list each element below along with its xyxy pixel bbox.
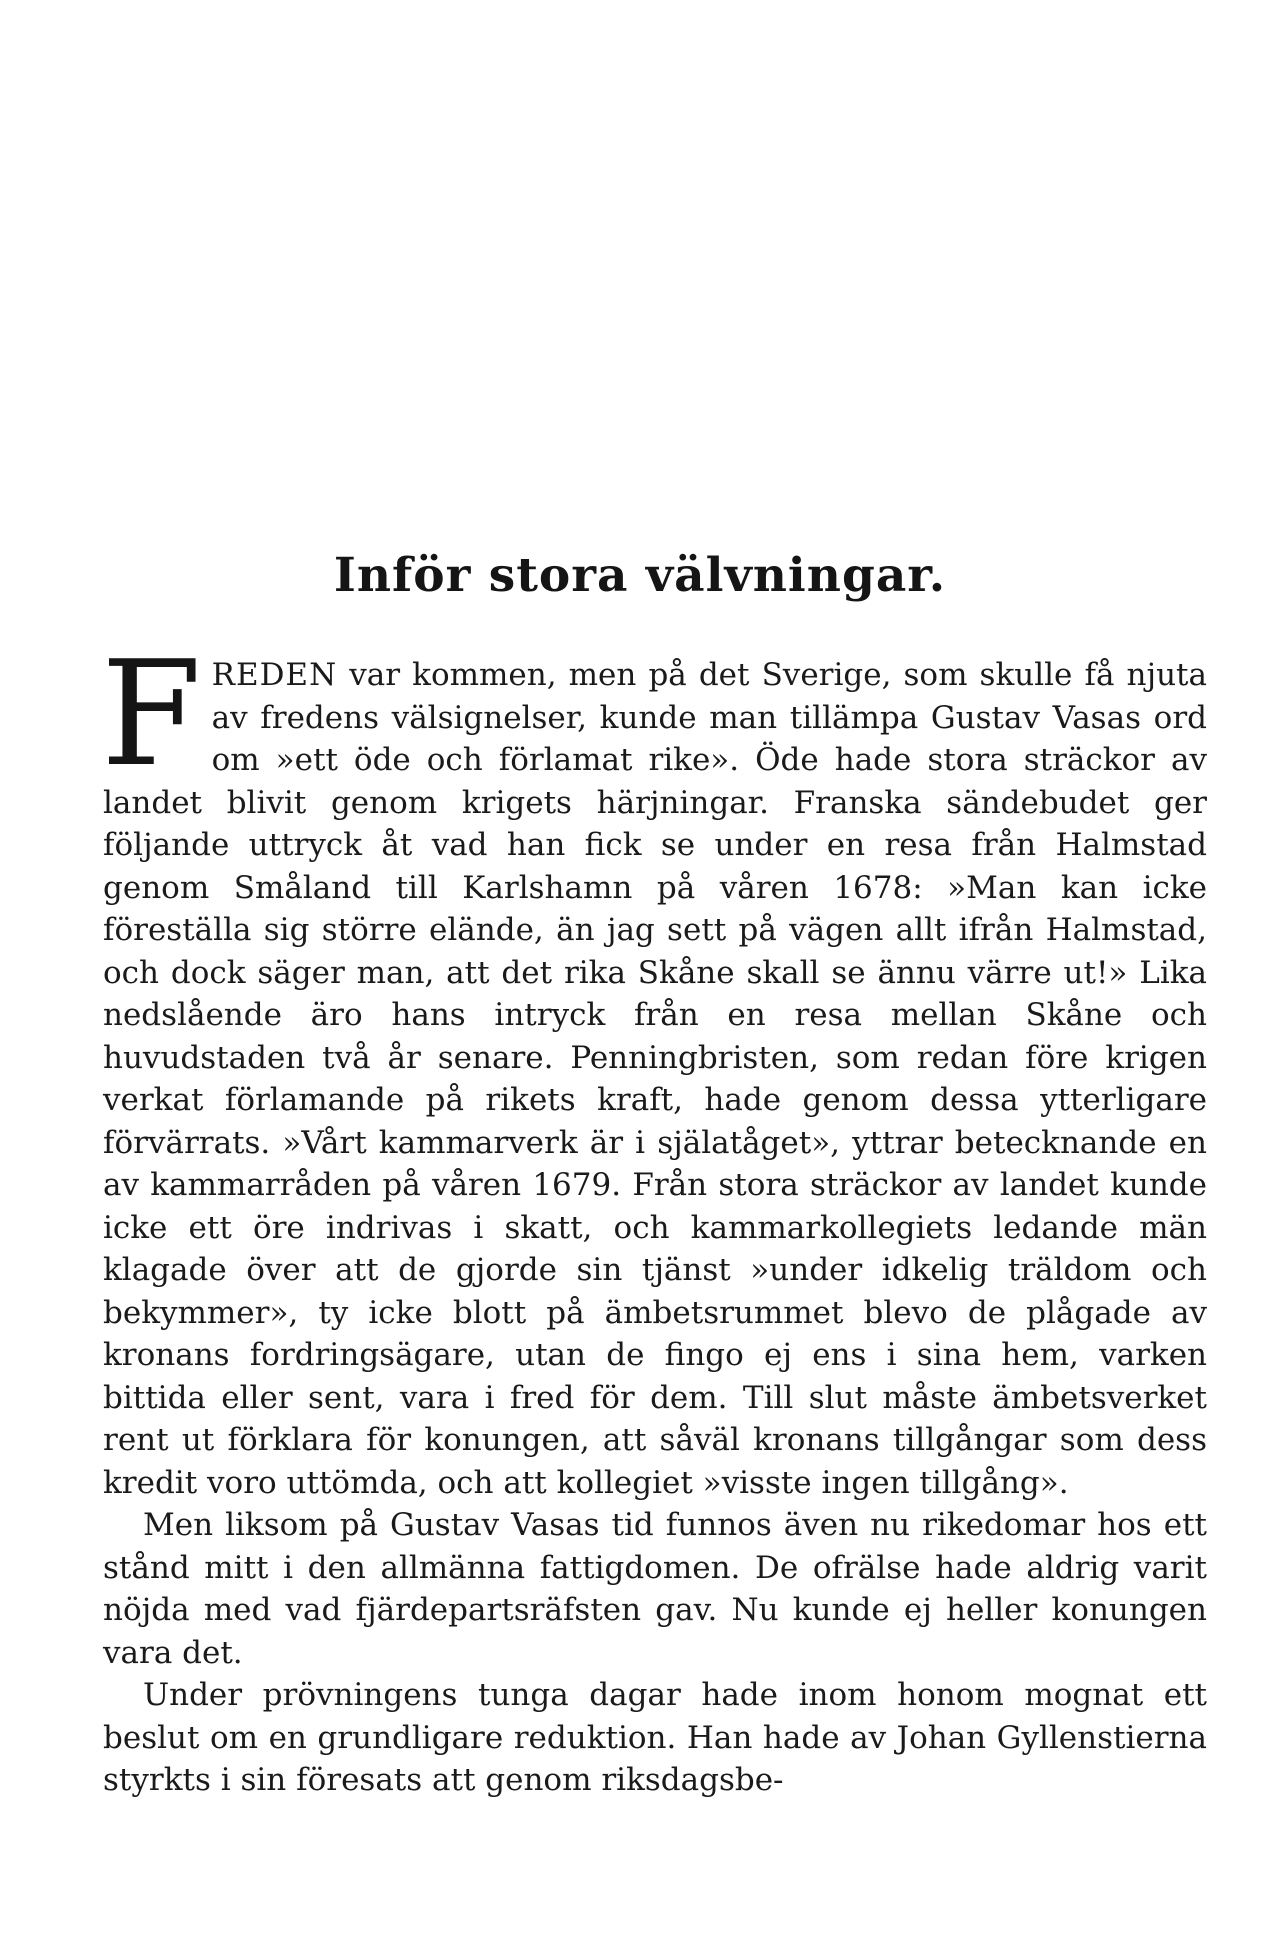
paragraph-1 [101, 630, 1207, 1504]
paragraph-1-text: var kommen, men på det Sverige, som skulle få njuta av fredens välsignelser, kunde man tillämpa Gustav Vasas ord om »ett öde och förlamat rike». Öde hade stora sträckor av landet blivit genom krigets härjningar. Franska sändebudet ger följande uttryck åt vad han fick se under en resa från Halmstad genom Småland till Karlshamn på våren 1678: »Man kan icke föreställa sig större elände, än jag sett på vägen allt ifrån Halmstad, och dock säger man, att det rika Skåne skall se ännu värre ut!» Lika nedslående äro hans intryck från en resa mellan Skåne och huvudstaden två år senare. Penningbristen, som redan före krigen verkat förlamande på rikets kraft, hade genom dessa ytterligare förvärrats. »Vårt kammarverk är i själatåget», yttrar betecknande en av kammarråden på våren 1679. Från stora sträckor av landet kunde icke ett öre indrivas i skatt, och kammarkollegiets ledande män klagade över att de gjorde sin tjänst »under idkelig träldom och bekymmer», ty icke blott på ämbetsrummet blevo de plågade av kronans fordringsägare, utan de fingo ej ens i sina hem, varken bittida eller sent, vara i fred för dem. Till slut måste ämbetsverket rent ut förklara för konungen, att såväl kronans tillgångar som dess kredit voro uttömda, och att kollegiet »visste ingen tillgång». [103, 657, 1207, 1501]
paragraph-1-first-word: REDEN [211, 657, 338, 693]
paragraph-2: Men liksom på Gustav Vasas tid funnos även nu rikedomar hos ett stånd mitt i den allmänna fattigdomen. De ofrälse hade aldrig varit nöjda med vad fjärdepartsräfsten gav. Nu kunde ej heller konungen vara det. [103, 1507, 1207, 1671]
chapter-title: Inför stora välvningar. [333, 548, 947, 603]
paragraph-3: Under prövningens tunga dagar hade inom honom mognat ett beslut om en grundligare reduktion. Han hade av Johan Gyllenstierna styrkts i sin föresats att genom riksdagsbe- [103, 1677, 1207, 1798]
drop-cap: F [101, 630, 202, 799]
body-text [101, 630, 1207, 1802]
